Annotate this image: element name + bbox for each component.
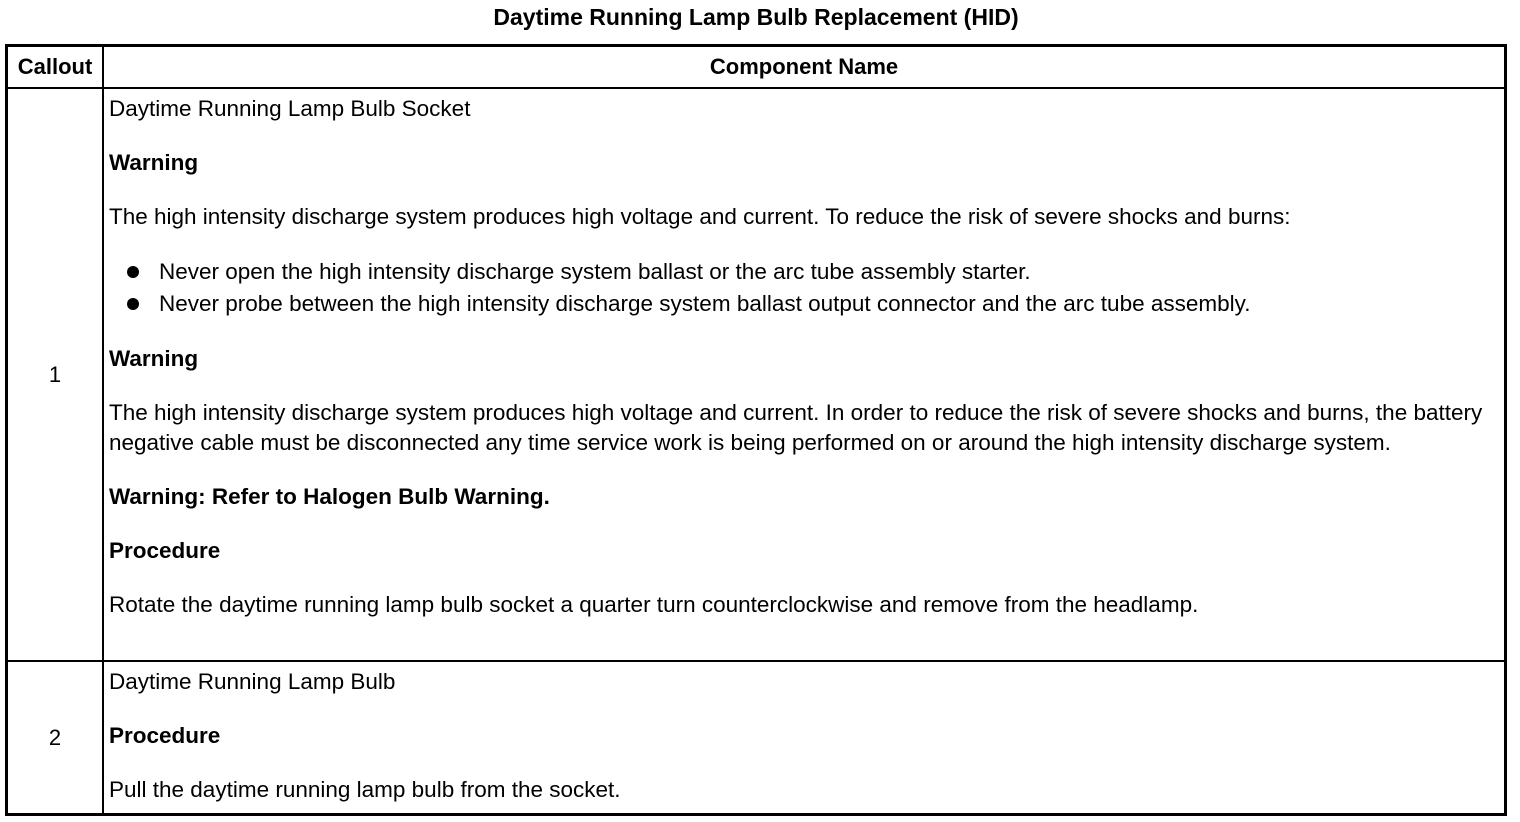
callout-header: Callout: [7, 46, 104, 89]
warning-heading: Warning: [109, 150, 199, 175]
component-name: Daytime Running Lamp Bulb Socket: [109, 96, 471, 121]
procedure-table: [5, 44, 1507, 816]
bullet-text: Never open the high intensity discharge system ballast or the arc tube assembly starter.: [159, 259, 1031, 284]
table-row: [7, 88, 1506, 661]
warning-text: The high intensity discharge system produces high voltage and current. In order to reduce the risk of severe shocks and burns, the battery negative cable must be disconnected any time service work is being performed on or around the high intensity discharge system.: [109, 400, 1483, 455]
bullet-icon: [127, 266, 139, 278]
callout-number: 2: [7, 661, 104, 815]
bullet-text: Never probe between the high intensity discharge system ballast output connector and the arc tube assembly.: [159, 291, 1251, 316]
procedure-text: Pull the daytime running lamp bulb from the socket.: [109, 777, 621, 802]
warning-bullet-list: [109, 256, 1496, 320]
procedure-text: Rotate the daytime running lamp bulb socket a quarter turn counterclockwise and remove from the headlamp.: [109, 592, 1199, 617]
table-row: [7, 661, 1506, 815]
component-name-header: Component Name: [103, 46, 1506, 89]
callout-number: 1: [7, 88, 104, 661]
component-cell: [103, 88, 1506, 661]
list-item: [109, 288, 1496, 320]
procedure-heading: Procedure: [109, 723, 221, 748]
procedure-heading: Procedure: [109, 538, 221, 563]
warning-reference: Warning: Refer to Halogen Bulb Warning.: [109, 484, 550, 509]
list-item: [109, 256, 1496, 288]
warning-heading: Warning: [109, 346, 199, 371]
warning-text: The high intensity discharge system produces high voltage and current. To reduce the risk of severe shocks and burns:: [109, 204, 1291, 229]
component-cell: [103, 661, 1506, 815]
table-header-row: [7, 46, 1506, 89]
component-name: Daytime Running Lamp Bulb: [109, 669, 396, 694]
page-title: Daytime Running Lamp Bulb Replacement (HID): [493, 4, 1019, 30]
bullet-icon: [127, 298, 139, 310]
